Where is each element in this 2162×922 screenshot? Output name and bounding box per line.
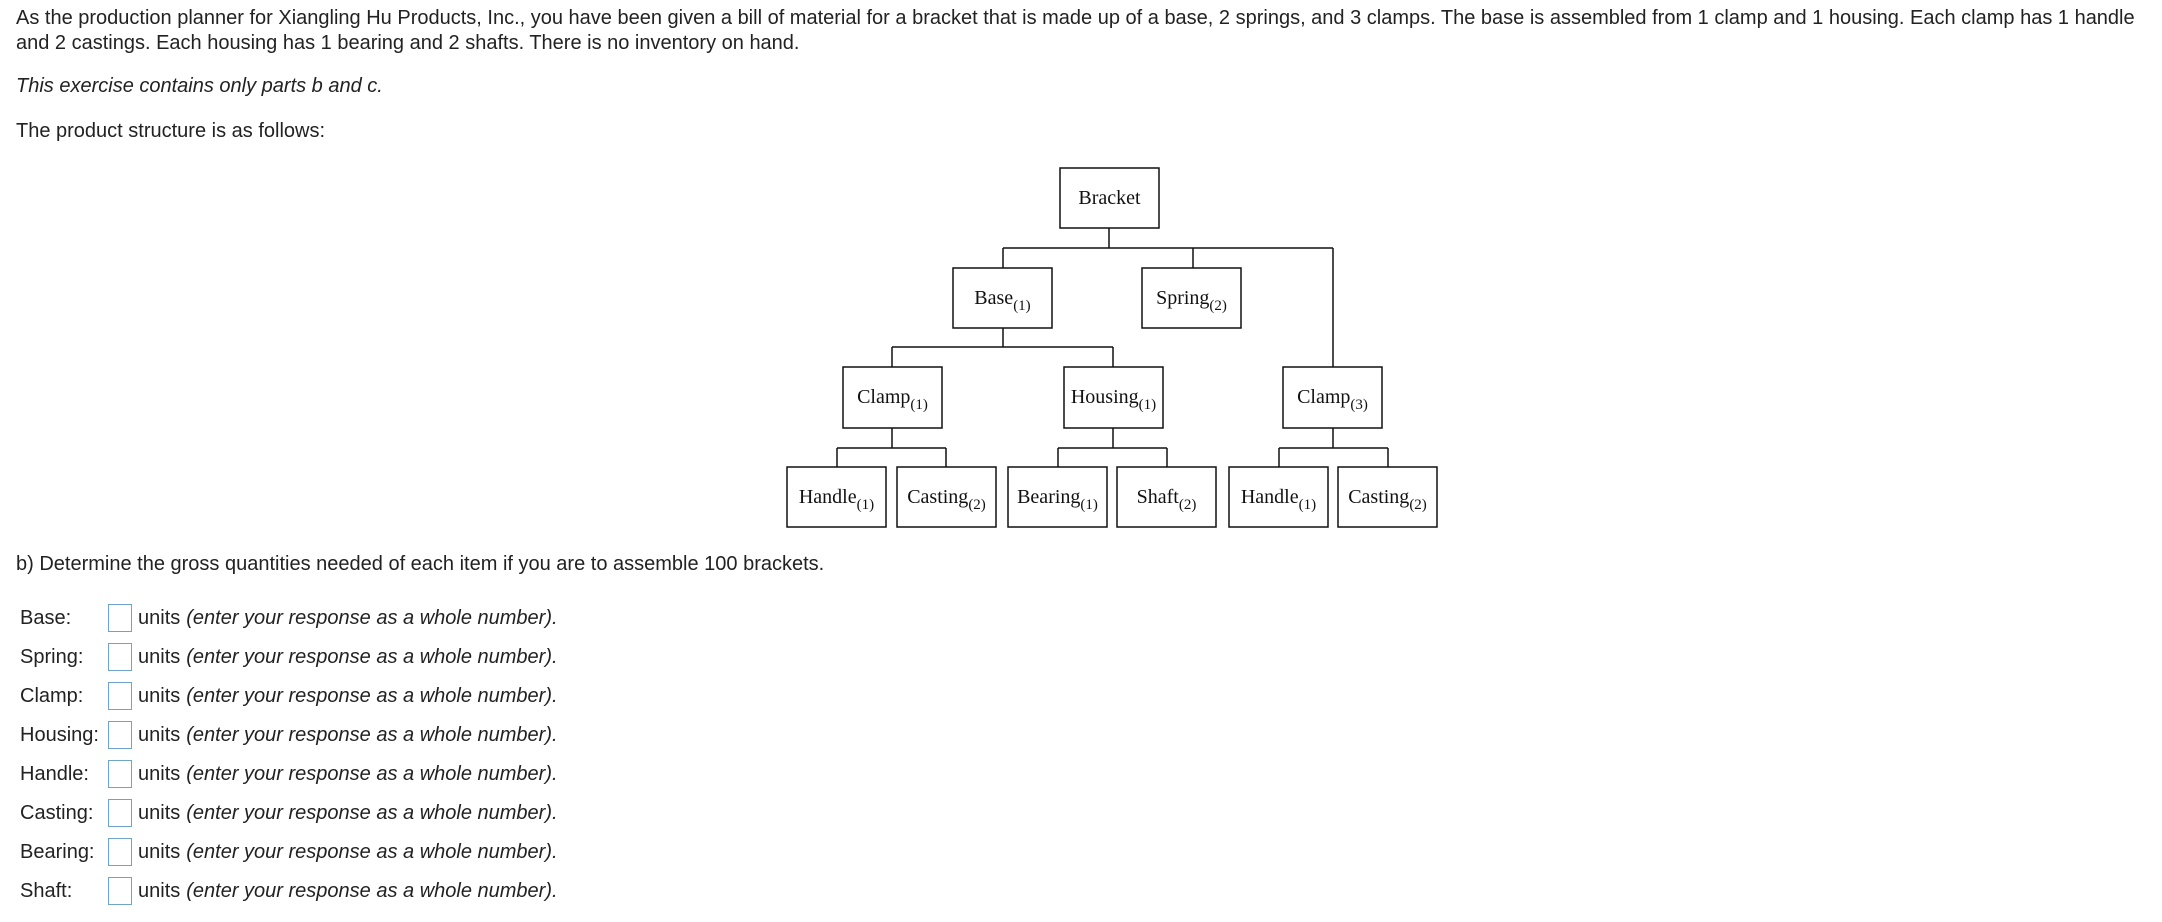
structure-label: The product structure is as follows:	[16, 120, 326, 142]
node-shaft: Shaft$_{(2)}$	[1136, 486, 1197, 513]
base-input[interactable]	[108, 604, 132, 632]
answer-row-clamp	[20, 680, 558, 712]
node-base: Base$_{(1)}$	[974, 287, 1031, 314]
node-bearing: Bearing$_{(1)}$	[1017, 486, 1098, 513]
whole-number-hint: (enter your response as a whole number).	[186, 645, 558, 668]
answer-label-shaft: Shaft:	[20, 879, 73, 902]
node-bracket: Bracket	[1078, 187, 1141, 209]
answer-row-spring	[20, 641, 558, 673]
whole-number-hint: (enter your response as a whole number).	[186, 606, 558, 629]
whole-number-hint: (enter your response as a whole number).	[186, 762, 558, 785]
units-label: units	[138, 879, 181, 902]
units-label: units	[138, 801, 181, 824]
units-label: units	[138, 723, 181, 746]
answer-row-casting	[20, 797, 558, 829]
answer-label-casting: Casting:	[20, 801, 94, 824]
answer-label-spring: Spring:	[20, 645, 84, 668]
node-clamp-1: Clamp$_{(1)}$	[857, 386, 928, 413]
units-label: units	[138, 645, 181, 668]
whole-number-hint: (enter your response as a whole number).	[186, 684, 558, 707]
units-label: units	[138, 762, 181, 785]
node-housing: Housing$_{(1)}$	[1070, 386, 1157, 413]
node-handle-a: Handle$_{(1)}$	[798, 486, 875, 513]
whole-number-hint: (enter your response as a whole number).	[186, 879, 558, 902]
problem-intro: As the production planner for Xiangling Hu Products, Inc., you have been given a bill of material for a bracket that is made up of a base, 2 springs, and 3 clamps. The base is assembled from 1 clamp and 1 housing. Each clamp has 1 handle and 2 castings. Each housing has 1 bearing and 2 shafts. There is no inventory on hand.	[16, 7, 2135, 54]
node-spring: Spring$_{(2)}$	[1156, 287, 1227, 314]
part-b-question: b) Determine the gross quantities needed of each item if you are to assemble 100 brackets.	[16, 553, 825, 575]
housing-input[interactable]	[108, 721, 132, 749]
answer-row-bearing	[20, 836, 558, 868]
whole-number-hint: (enter your response as a whole number).	[186, 723, 558, 746]
units-label: units	[138, 840, 181, 863]
node-clamp-3: Clamp$_{(3)}$	[1297, 386, 1368, 413]
shaft-input[interactable]	[108, 877, 132, 905]
whole-number-hint: (enter your response as a whole number).	[186, 840, 558, 863]
tree-connectors	[837, 228, 1388, 467]
answer-label-clamp: Clamp:	[20, 684, 84, 707]
answer-label-base: Base:	[20, 606, 72, 629]
answer-label-housing: Housing:	[20, 723, 99, 746]
answer-row-housing	[20, 719, 558, 751]
answer-row-shaft	[20, 875, 558, 907]
node-casting-a: Casting$_{(2)}$	[907, 486, 986, 513]
answer-row-base	[20, 602, 558, 634]
node-handle-b: Handle$_{(1)}$	[1240, 486, 1317, 513]
spring-input[interactable]	[108, 643, 132, 671]
whole-number-hint: (enter your response as a whole number).	[186, 801, 558, 824]
answer-label-handle: Handle:	[20, 762, 89, 785]
node-casting-b: Casting$_{(2)}$	[1348, 486, 1427, 513]
answer-label-bearing: Bearing:	[20, 840, 95, 863]
units-label: units	[138, 606, 181, 629]
clamp-input[interactable]	[108, 682, 132, 710]
exercise-note: This exercise contains only parts b and c.	[16, 75, 383, 97]
bearing-input[interactable]	[108, 838, 132, 866]
units-label: units	[138, 684, 181, 707]
answer-row-handle	[20, 758, 558, 790]
casting-input[interactable]	[108, 799, 132, 827]
handle-input[interactable]	[108, 760, 132, 788]
